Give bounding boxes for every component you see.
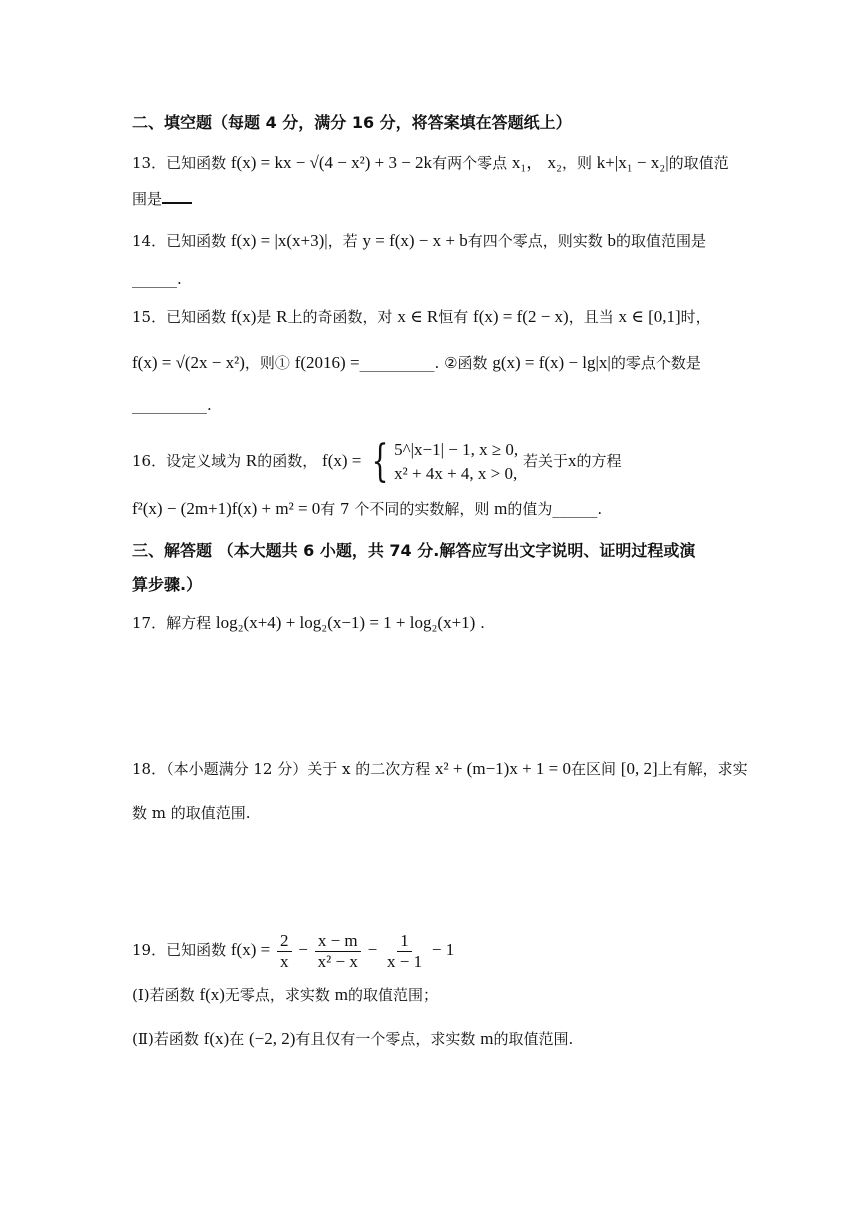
q16-text: 若关于 bbox=[522, 452, 568, 470]
minus-sign: − bbox=[367, 940, 378, 959]
q15-math: f(x) = f(2 − x) bbox=[473, 307, 569, 326]
question-16-line-2 bbox=[132, 498, 602, 520]
q17-text: . bbox=[475, 614, 485, 632]
q19-math: (−2, 2) bbox=[248, 1029, 296, 1048]
q13-text: 已知函数 bbox=[166, 154, 227, 172]
q15-text: 是 bbox=[256, 308, 272, 326]
q17-number: 17． bbox=[132, 614, 167, 632]
q19-text: 无零点，求实数 bbox=[224, 986, 330, 1004]
question-18-line-1 bbox=[132, 758, 748, 780]
q16-math: R bbox=[245, 451, 258, 470]
fraction-2 bbox=[315, 931, 361, 972]
q19-text: 已知函数 bbox=[166, 941, 227, 959]
q15-math: f(x) bbox=[230, 307, 257, 326]
section-3-heading: 三、解答题 （本大题共 6 小题，共 74 分.解答应写出文字说明、证明过程或演 bbox=[132, 541, 696, 560]
fraction-denominator: x² − x bbox=[317, 951, 358, 971]
q16-text: 的函数， bbox=[257, 452, 318, 470]
q16-text: 的方程 bbox=[576, 452, 622, 470]
question-19-part-2 bbox=[132, 1028, 573, 1050]
question-16-line-1 bbox=[132, 438, 622, 486]
q15-text: 已知函数 bbox=[166, 308, 227, 326]
q19-math: f(x) bbox=[203, 1029, 230, 1048]
q19-math: f(x) bbox=[199, 985, 225, 1004]
q13-text: 的取值范 bbox=[668, 154, 729, 172]
q14-text: ，若 bbox=[327, 232, 358, 250]
q14-formula: f(x) = |x(x+3)| bbox=[230, 231, 328, 250]
q14-var: b bbox=[607, 231, 617, 250]
q15-math: x ∈ [0,1] bbox=[618, 307, 681, 326]
q13-formula-2: k+|x₁ − x₂| bbox=[596, 153, 669, 172]
q14-text: 已知函数 bbox=[166, 232, 227, 250]
q18-text: 数 m 的取值范围. bbox=[132, 804, 251, 822]
question-18-line-2 bbox=[132, 802, 251, 824]
section-3-heading-cont: 算步骤.） bbox=[132, 575, 203, 594]
q19-text: 的取值范围； bbox=[347, 986, 438, 1004]
case-1: 5^|x−1| − 1, x ≥ 0, bbox=[394, 440, 519, 459]
q15-text: 的零点个数是 bbox=[610, 354, 701, 372]
cases bbox=[394, 438, 518, 486]
q16-text: 有 7 个不同的实数解，则 bbox=[320, 500, 490, 518]
q19-text: 有且仅有一个零点，求实数 bbox=[295, 1030, 476, 1048]
q15-math: g(x) = f(x) − lg|x| bbox=[492, 353, 611, 372]
answer-blank: __________ bbox=[359, 354, 435, 372]
q19-text: 的取值范围. bbox=[493, 1030, 574, 1048]
q15-text: . ②函数 bbox=[434, 354, 488, 372]
question-17 bbox=[132, 612, 485, 634]
piecewise-function bbox=[366, 438, 518, 486]
answer-blank: __________. bbox=[132, 396, 212, 414]
q13-vars: x₁， x₂ bbox=[511, 153, 562, 172]
q16-math: f(x) = bbox=[322, 451, 362, 470]
part-label: (Ⅰ) bbox=[132, 986, 150, 1004]
part-label: (Ⅱ) bbox=[132, 1030, 154, 1048]
fraction-1 bbox=[277, 931, 292, 972]
q15-text: ，且当 bbox=[568, 308, 614, 326]
q15-math: f(2016) = bbox=[294, 353, 360, 372]
q15-math: x ∈ R bbox=[397, 307, 439, 326]
q14-formula-2: y = f(x) − x + b bbox=[362, 231, 468, 250]
question-13-line-1 bbox=[132, 152, 729, 174]
q14-text: 的取值范围是 bbox=[616, 232, 707, 250]
q14-text: 有四个零点，则实数 bbox=[467, 232, 603, 250]
question-19-part-1 bbox=[132, 984, 438, 1006]
q18-number: 18． bbox=[132, 760, 167, 778]
q16-math: m bbox=[494, 499, 508, 518]
q18-text: 上有解，求实 bbox=[657, 760, 748, 778]
fraction-numerator: 2 bbox=[277, 931, 292, 952]
q17-math: log₂(x+4) + log₂(x−1) = 1 + log₂(x+1) bbox=[215, 613, 476, 632]
question-19-line-1 bbox=[132, 930, 454, 972]
q14-number: 14． bbox=[132, 232, 167, 250]
q19-math: f(x) = bbox=[230, 940, 271, 959]
q18-text: （本小题满分 12 分）关于 x 的二次方程 bbox=[166, 760, 431, 778]
question-15-line-3 bbox=[132, 394, 212, 416]
answer-blank: ______. bbox=[552, 500, 603, 518]
question-13-line-2 bbox=[132, 188, 192, 210]
q13-number: 13． bbox=[132, 154, 167, 172]
q16-math: f²(x) − (2m+1)f(x) + m² = 0 bbox=[132, 499, 321, 518]
fraction-3 bbox=[384, 931, 425, 972]
fraction-numerator: 1 bbox=[397, 931, 412, 952]
q16-math: x bbox=[567, 451, 577, 470]
q19-math: m bbox=[334, 985, 348, 1004]
q18-math: x² + (m−1)x + 1 = 0 bbox=[435, 759, 571, 778]
minus-sign: − bbox=[298, 940, 308, 959]
q15-text: ，则① bbox=[244, 354, 290, 372]
q19-number: 19． bbox=[132, 941, 167, 959]
question-15-line-1 bbox=[132, 306, 711, 328]
q19-math: m bbox=[480, 1029, 494, 1048]
answer-blank bbox=[162, 188, 192, 204]
fraction-denominator: x − 1 bbox=[387, 951, 423, 971]
section-2-heading: 二、填空题（每题 4 分，满分 16 分，将答案填在答题纸上） bbox=[132, 113, 572, 132]
q19-text: 在 bbox=[229, 1030, 245, 1048]
question-14-line-2 bbox=[132, 268, 182, 290]
q13-text: 有两个零点 bbox=[432, 154, 508, 172]
left-brace: { bbox=[371, 436, 389, 487]
q19-text: 若函数 bbox=[149, 986, 195, 1004]
q15-math: f(x) = √(2x − x²) bbox=[132, 353, 245, 372]
q15-math: R bbox=[276, 307, 288, 326]
fraction-denominator: x bbox=[280, 951, 289, 971]
q16-text: 的值为 bbox=[507, 500, 553, 518]
q19-math: − 1 bbox=[431, 940, 455, 959]
fraction-numerator: x − m bbox=[315, 931, 361, 952]
question-15-line-2 bbox=[132, 352, 701, 374]
q17-text: 解方程 bbox=[166, 614, 212, 632]
q15-text: 恒有 bbox=[438, 308, 469, 326]
q18-text: 在区间 bbox=[571, 760, 617, 778]
q16-number: 16． bbox=[132, 452, 167, 470]
q13-text: ，则 bbox=[561, 154, 592, 172]
q19-text: 若函数 bbox=[153, 1030, 199, 1048]
q18-math: [0, 2] bbox=[620, 759, 658, 778]
q16-text: 设定义域为 bbox=[166, 452, 242, 470]
q13-formula: f(x) = kx − √(4 − x²) + 3 − 2k bbox=[230, 153, 433, 172]
case-2: x² + 4x + 4, x > 0, bbox=[394, 464, 518, 483]
q15-text: 上的奇函数，对 bbox=[287, 308, 393, 326]
question-14-line-1 bbox=[132, 230, 706, 252]
q15-text: 时， bbox=[680, 308, 711, 326]
answer-blank: ______. bbox=[132, 270, 182, 288]
q13-text: 围是 bbox=[132, 190, 163, 208]
q15-number: 15． bbox=[132, 308, 167, 326]
